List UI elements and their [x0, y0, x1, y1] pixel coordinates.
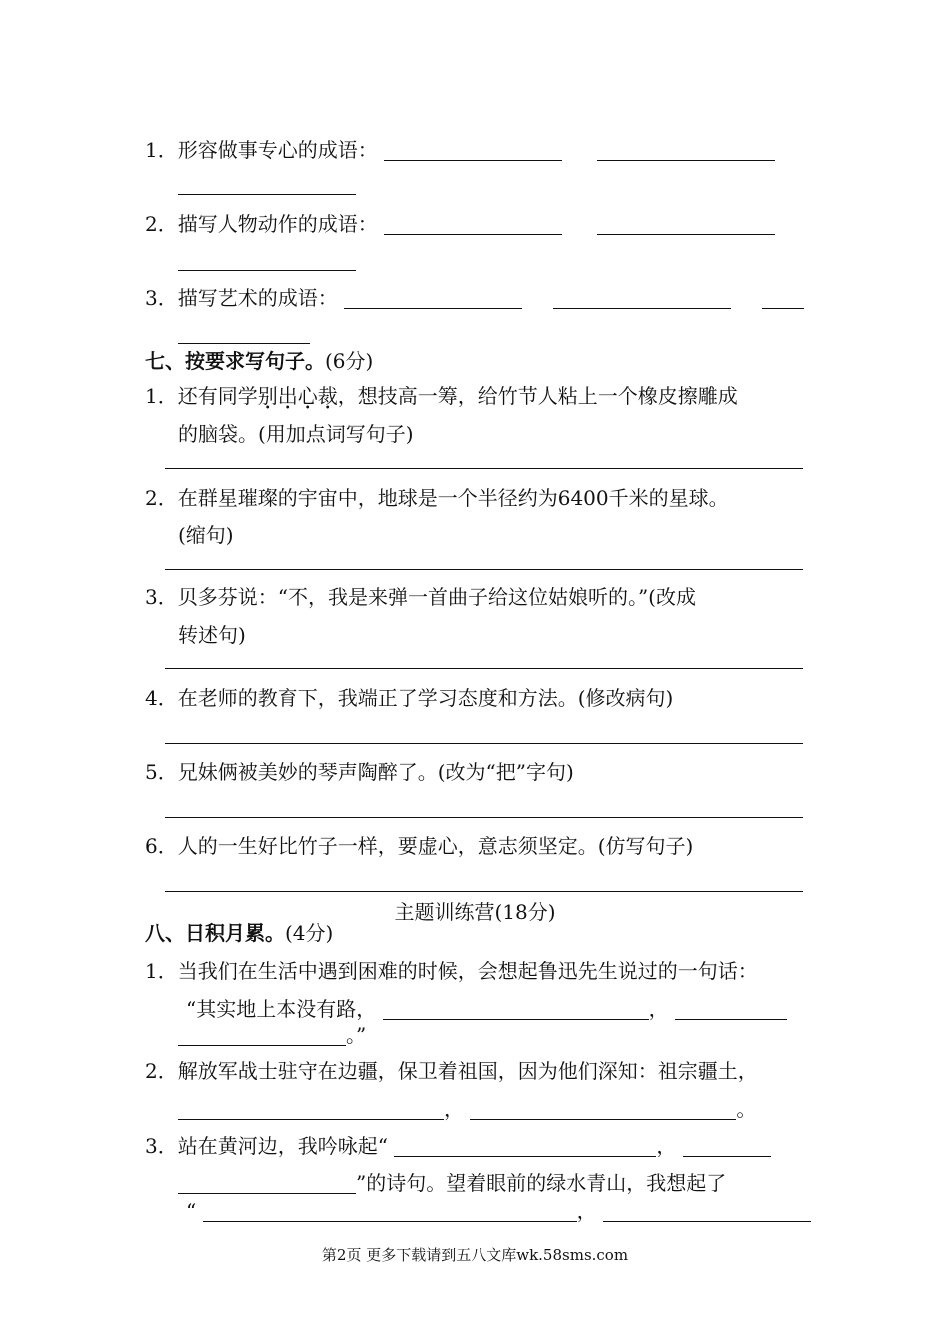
section-points: (4分) — [285, 921, 334, 945]
section7-heading — [145, 348, 373, 374]
q-text: 当我们在生活中遇到困难的时候，会想起鲁迅先生说过的一句话： — [177, 959, 758, 983]
s7-q4 — [145, 685, 673, 711]
section8-heading — [145, 920, 333, 946]
punct: ， — [656, 1134, 677, 1158]
punct: “ — [186, 1199, 197, 1223]
q-text-cont: (缩句) — [178, 523, 234, 547]
q-text: 站在黄河边，我吟咏起“ — [177, 1134, 388, 1158]
answer-line[interactable] — [165, 891, 803, 892]
q-text-cont: 的脑袋。(用加点词写句子) — [178, 422, 414, 446]
emphasis-char: 出 — [277, 384, 298, 408]
q-text: 还有同学 — [177, 384, 258, 408]
answer-blank[interactable] — [553, 288, 731, 309]
q-number: 6． — [145, 834, 178, 858]
q-text: 人的一生好比竹子一样，要虚心，意志须坚定。(仿写句子) — [177, 834, 694, 858]
answer-blank[interactable] — [470, 1099, 736, 1120]
answer-blank[interactable] — [178, 1099, 444, 1120]
q-text: ”的诗句。望着眼前的绿水青山，我想起了 — [356, 1171, 727, 1195]
answer-blank[interactable] — [597, 214, 775, 235]
q-text: 兄妹俩被美妙的琴声陶醉了。(改为“把”字句) — [177, 760, 574, 784]
answer-blank[interactable] — [603, 1201, 811, 1222]
answer-blank[interactable] — [384, 214, 562, 235]
s7-q6 — [145, 833, 693, 859]
answer-blank[interactable] — [203, 1201, 577, 1222]
answer-blank[interactable] — [394, 1136, 656, 1157]
s6-q2 — [145, 211, 775, 237]
s8-q3-line3 — [186, 1198, 811, 1224]
answer-blank[interactable] — [178, 1025, 346, 1046]
q-text: 解放军战士驻守在边疆，保卫着祖国，因为他们深知：祖宗疆土， — [177, 1059, 758, 1083]
s7-q1 — [145, 383, 738, 409]
q-text: 形容做事专心的成语： — [177, 138, 378, 162]
q-text: 在群星璀璨的宇宙中，地球是一个半径约为6400千米的星球。 — [177, 486, 729, 510]
q-number: 1． — [145, 384, 178, 408]
section-title: 七、按要求写句子。 — [145, 349, 325, 373]
answer-blank[interactable] — [178, 1173, 356, 1194]
punct: ， — [576, 1199, 597, 1223]
q-number: 1． — [145, 959, 178, 983]
answer-line[interactable] — [165, 468, 803, 469]
camp-title: 主题训练营(18分) — [394, 900, 556, 924]
s8-q2-line2 — [178, 1096, 756, 1122]
s7-q2 — [145, 485, 729, 511]
answer-blank[interactable] — [178, 270, 356, 271]
s8-q1 — [145, 958, 758, 984]
page-footer: 第2页 更多下载请到五八文库wk.58sms.com — [321, 1246, 629, 1264]
answer-blank[interactable] — [383, 999, 649, 1020]
emphasis-char: 心 — [297, 384, 318, 408]
q-number: 3． — [145, 286, 178, 310]
q-number: 5． — [145, 760, 178, 784]
section-title: 八、日积月累。 — [145, 921, 285, 945]
q-text: ，想技高一筹，给竹节人粘上一个橡皮擦雕成 — [337, 384, 738, 408]
emphasis-char: 裁 — [317, 384, 338, 408]
s7-q5 — [145, 759, 574, 785]
section-points: (6分) — [325, 349, 374, 373]
q-number: 2． — [145, 1059, 178, 1083]
answer-blank[interactable] — [683, 1136, 771, 1157]
answer-blank[interactable] — [178, 194, 356, 195]
s6-q3 — [145, 285, 804, 311]
punct: 。” — [346, 1023, 367, 1047]
q-number: 2． — [145, 486, 178, 510]
punct: ， — [648, 997, 669, 1021]
q-text: 描写人物动作的成语： — [177, 212, 378, 236]
s6-q1 — [145, 137, 775, 163]
s8-q2 — [145, 1058, 758, 1084]
answer-line[interactable] — [165, 743, 803, 744]
answer-blank[interactable] — [178, 343, 310, 344]
s8-q3-line2 — [178, 1170, 726, 1196]
answer-line[interactable] — [165, 668, 803, 669]
s8-q3 — [145, 1133, 771, 1159]
answer-blank[interactable] — [344, 288, 522, 309]
punct: ， — [444, 1097, 464, 1121]
punct: 。 — [736, 1097, 757, 1121]
answer-line[interactable] — [165, 569, 803, 570]
q-text: “其实地上本没有路， — [186, 997, 377, 1021]
answer-blank[interactable] — [675, 999, 787, 1020]
q-number: 3． — [145, 1134, 178, 1158]
q-number: 4． — [145, 686, 178, 710]
q-number: 3． — [145, 585, 178, 609]
answer-line[interactable] — [165, 817, 803, 818]
q-text: 描写艺术的成语： — [177, 286, 338, 310]
q-number: 1． — [145, 138, 178, 162]
emphasis-char: 别 — [257, 384, 278, 408]
answer-blank[interactable] — [597, 140, 775, 161]
s8-q1-line3 — [178, 1022, 366, 1048]
q-number: 2． — [145, 212, 178, 236]
answer-blank[interactable] — [384, 140, 562, 161]
q-text: 贝多芬说：“不，我是来弹一首曲子给这位姑娘听的。”(改成 — [177, 585, 696, 609]
s8-q1-line2 — [186, 996, 787, 1022]
s7-q3 — [145, 584, 696, 610]
q-text-cont: 转述句) — [178, 623, 246, 647]
answer-blank[interactable] — [762, 288, 804, 309]
q-text: 在老师的教育下，我端正了学习态度和方法。(修改病句) — [177, 686, 674, 710]
